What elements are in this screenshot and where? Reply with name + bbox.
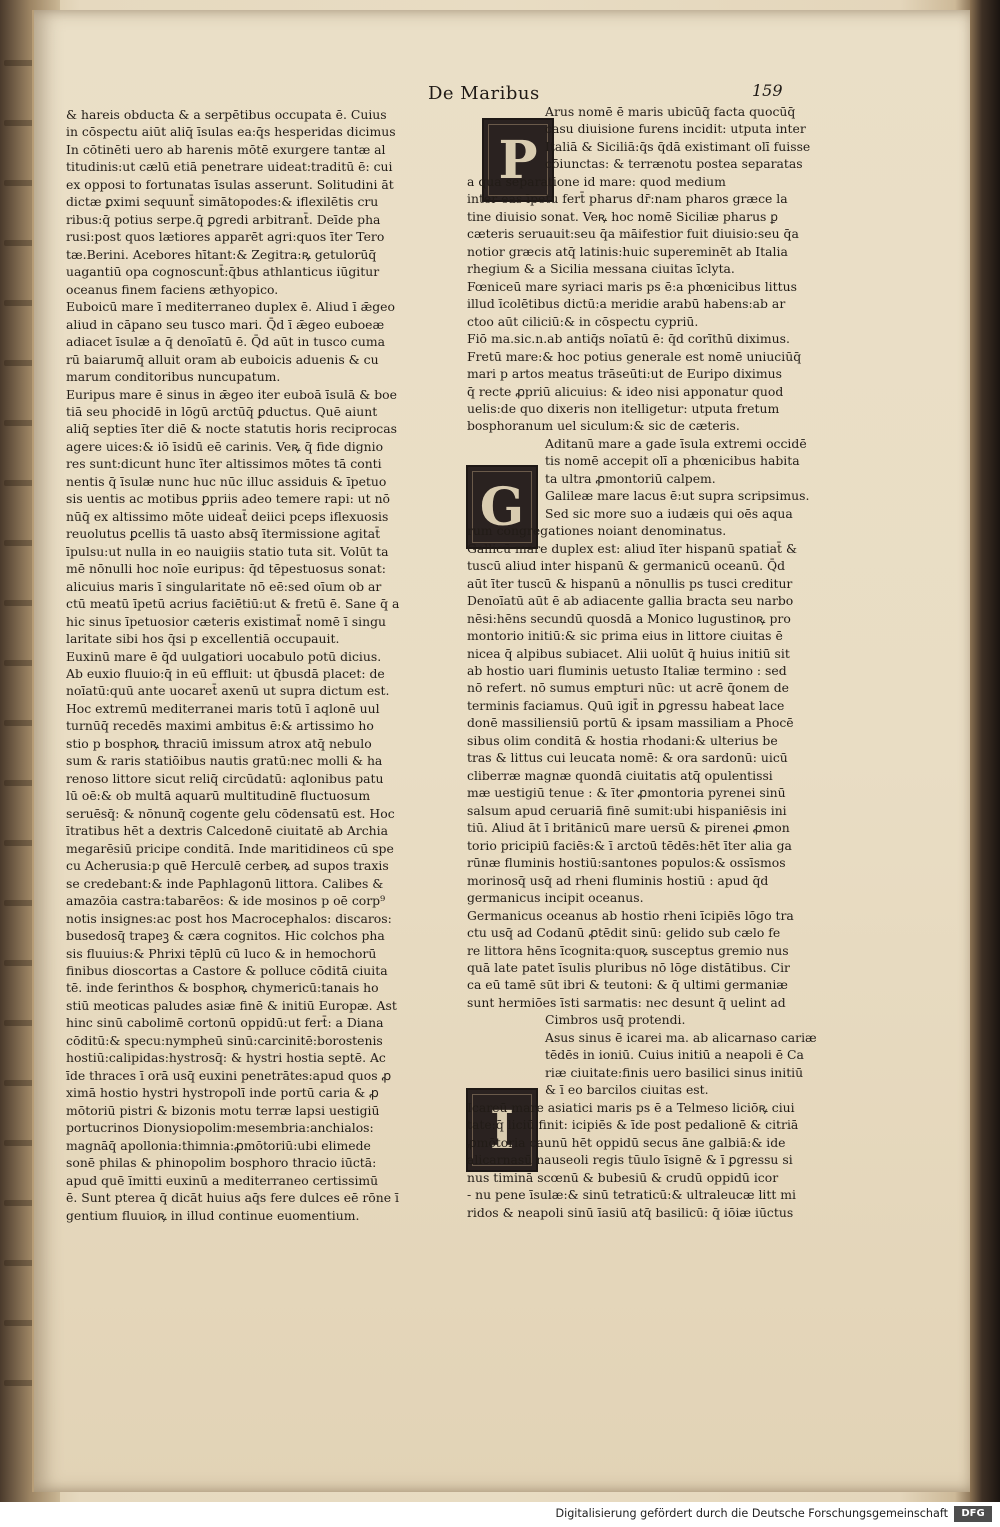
text-line: tēdēs in ioniū. Cuius initiū a neapoli ē Ca [545,1047,804,1063]
text-line: notior græcis atq̄ latinis:huic supereminēt ab Italia [467,243,788,259]
decorated-initial: P [482,118,554,202]
text-line: hinc sinū cabolimē cortonū oppidū:ut fert̄: a Diana [66,1015,384,1031]
text-line: Fretū mare:& hoc potius generale est nomē uniuciūq̄ [467,348,802,364]
dfg-logo: DFG [954,1506,992,1522]
text-line: tiū. Aliud āt ī britānicū mare uersū & pirenei ꝓmon [467,820,790,836]
text-line: Denoīatū aūt ē ab adiacente gallia bracta seu narbo [467,593,794,609]
text-line: casu diuisione furens incidit: utputa inter [545,121,806,137]
text-line: tuscū aliud inter hispanū & germanicū oceanū. Q̄d [467,558,786,574]
text-line: Arus nomē ē maris ubicūq̄ facta quocūq̄ [545,104,796,119]
text-line: cu Acherusia:p quē Herculē cerbeꝶ ad supos traxis [66,858,389,874]
text-line: Gallicū mare duplex est: aliud īter hispanū spatiat̄ & [467,540,797,556]
text-line: hic sinus īpetuosior cæteris existimat̄ nomē ī singu [66,613,386,629]
right-text-column [467,103,849,1221]
text-line: illud īcolētibus dictū:a meridie arabū habens:ab ar [467,296,786,312]
text-line: - nu pene īsulæ:& sinū tetraticū:& ultraleucæ litt mi [467,1187,796,1203]
text-line: ab hostio uari fluminis uetusto Italiæ termino : sed [467,663,787,678]
text-line: tate:q̄ liciū finit: icipiēs & īde post pedalionē & citriā [467,1117,799,1133]
decorated-initial: G [466,465,538,549]
text-line: sunt hermiōes īsti sarmatis: nec desunt q̄ uelint ad [467,994,786,1010]
text-line: nēsi:hēns secundū quosdā a Monico lugustinoꝶ pro [467,610,791,626]
text-line: mæ uestigiū tenue : & īter ꝓmontoria pyrenei sinū [467,785,786,801]
text-line: quā late patet īsulis pluribus nō lōge distātibus. Cir [467,959,790,975]
text-line: renoso littore sicut reliq̄ circūdatū: aqlonibus patu [66,770,384,786]
text-line: portucrinos Dionysiopolim:mesembria:anchialos: [66,1120,374,1136]
text-line: re littora hēns īcognita:quoꝶ susceptus gremio nus [467,942,789,958]
text-line: alicarnasū nauseoli regis tūulo īsignē & ī ꝑgressu si [467,1152,793,1168]
text-line: marum conditoribus nuncupatum. [66,369,281,385]
text-line: Ab euxio fluuio:q̄ in eū effluit: ut q̄busdā placet: de [66,666,385,681]
text-line: sum & raris statiōibus nautis gratū:nec molli & ha [66,753,383,769]
footer-bar [0,1502,1000,1527]
text-line: aliud in cāpano seu tusco mari. Q̄d ī ǣgeo euboeæ [66,316,385,332]
text-line: oceanus finem faciens æthyopico. [66,281,279,297]
text-line: tras & littus cui leucata nomē: & ora sardonū: uicū [467,750,788,766]
text-line: morinosq̄ usq̄ ad rheni fluminis hostiū : apud q̄d [467,872,769,888]
text-line: cōiunctas: & terrænotu postea separatas [545,156,803,172]
text-line: Aditanū mare a gade īsula extremi occidē [545,435,807,451]
text-line: salsum apud ceruariā finē sumit:ubi hispaniēsis ini [467,802,787,818]
text-line: Euxinū mare ē q̄d uulgatiori uocabulo potū dicius. [66,648,382,664]
text-line: in cōspectu aiūt aliq̄ īsulas ea:q̄s hesperidas dicimus [66,124,396,140]
page-number: 159 [752,81,783,100]
text-line: nūq̄ ex altissimo mōte uideat̄ deiici pceps iflexuosis [66,508,389,524]
text-line: ta ultra ꝓmontoriū calpem. [545,470,716,486]
text-line: inter eas īpetu fert̄ pharus dr̄:nam pharos græce la [467,191,788,207]
text-line: rū baiarumq̄ alluit oram ab euboicis aduenis & cu [66,351,379,367]
text-line: gentium fluuioꝶ in illud continue euomentium. [66,1207,360,1223]
text-line: ctu usq̄ ad Codanū ꝓtēdit sinū: gelido sub cælo fe [467,925,781,941]
text-line: rhegium & a Sicilia messana ciuitas īclyta. [467,261,735,277]
text-line: ꝓmōtoria caunū hēt oppidū secus āne galbiā:& ide [467,1134,786,1150]
text-line: apud quē īmitti euxinū a mediterraneo certissimū [66,1172,379,1188]
text-line: ex opposi to fortunatas īsulas asserunt. Solitudini āt [66,176,394,192]
text-line: sibus olim conditā & hostia rhodani:& ulterius be [467,732,778,748]
text-line: cōditū:& specu:nympheū sinū:carcinitē:borostenis [66,1032,383,1048]
text-line: dictæ ꝑximi sequunt̄ simātopodes:& iflexilētis cru [66,194,379,210]
text-line: Euboicū mare ī mediterraneo duplex ē. Aliud ī ǣgeo [66,299,395,315]
text-line: se credebant:& inde Paphlagonū littora. Calibes & [66,875,384,891]
text-line: tis nomē accepit olī a phœnicibus habita [545,453,800,469]
text-line: ē. Sunt pterea q̄ dicāt huius aq̄s fere dulces eē rōne ī [66,1190,399,1206]
text-line: nus timinā scœnū & bubesiū & crudū oppidū icor [467,1169,779,1185]
text-line: mari p artos meatus trāseūti:ut de Euripo diximus [467,366,782,382]
text-line: sis fluuius:& Phrixi tēplū cū luco & in hemochorū [66,945,377,961]
text-line: īde thraces ī orā usq̄ euxini penetrātes:apud quos ꝓ [66,1067,392,1083]
text-line: sonē philas & phinopolim bosphoro thracio iūctā: [66,1155,377,1171]
text-line: sis uentis ac motibus ꝑpriis adeo temere rapi: ut nō [66,491,391,507]
text-line: mōtoriū pistri & bizonis motu terræ lapsi uestigiū [66,1102,380,1118]
text-line: hostiū:calipidas:hystrosq̄: & hystri hostia septē. Ac [66,1050,386,1066]
text-line: notis insignes:ac post hos Macrocephalos: discaros: [66,910,392,926]
text-line: ītratibus hēt a dextris Calcedonē ciuitatē ab Archia [66,823,388,839]
text-line: nō refert. nō sumus empturi nūc: ut acrē q̄onem de [467,680,789,696]
text-line: tæ.Berini. Acebores hītant:& Zegitra:ꝶ getulorūq̄ [66,246,377,262]
text-line: Italiā & Siciliā:q̄s q̄dā existimant olī fuisse [545,138,811,154]
left-text-column [66,106,460,1224]
text-line: turnūq̄ recedēs maximi ambitus ē:& artissimo ho [66,718,374,734]
text-line: & ī eo barcilos ciuitas est. [545,1082,709,1098]
text-line: ctoo aūt ciliciū:& in cōspectu cypriū. [467,313,699,329]
text-line: Fœniceū mare syriaci maris ps ē:a phœnicibus littus [467,278,797,294]
text-line: ximā hostio hystri hystropolī inde portū caria & ꝓ [66,1085,379,1101]
text-line: noīatū:quū ante uocaret̄ axenū ut supra dictum est. [66,683,390,699]
text-line: Galileæ mare lacus ē:ut supra scripsimus. [545,488,810,504]
text-line: adiacet īsulæ a q̄ denoīatū ē. Q̄d aūt in tusco cuma [66,334,385,350]
text-line: uelis:de quo dixeris non itelligetur: utputa fretum [467,400,780,416]
text-line: rusi:post quos lætiores apparēt agri:quos īter Tero [66,229,385,245]
text-line: Icareū mare asiatici maris ps ē a Telmeso liciōꝶ ciui [467,1099,795,1115]
page-edge-right [970,0,1000,1502]
text-line: germanicus incipit oceanus. [467,890,644,906]
text-line: nentis q̄ īsulæ nunc huc nūc illuc assiduis & īpetuo [66,473,387,489]
text-line: Hoc extremū mediterranei maris totū ī aqlonē uul [66,700,380,716]
text-line: & hareis obducta & a serpētibus occupata ē. Cuius [66,107,387,122]
text-line: cliberræ magnæ quondā ciuitatis atq̄ opulentissi [467,767,773,783]
decorated-initial: I [466,1088,538,1172]
text-line: Sed sic more suo a iudæis qui oēs aqua [545,505,793,521]
text-line: agere uices:& iō īsidū eē carinis. Veꝶ q̄ fide dignio [66,438,384,454]
funding-credit: Digitalisierung gefördert durch die Deutsche Forschungsgemeinschaft [555,1507,948,1520]
text-line: rum congregationes noiant denominatus. [467,523,727,539]
text-line: cæteris seruauit:seu q̄a māifestior fuit diuisio:seu q̄a [467,226,799,242]
text-line: terminis faciamus. Quū igit̄ in ꝑgressu habeat lace [467,697,785,713]
text-line: magnāq̄ apollonia:thimnia:ꝓmōtoriū:ubi elimede [66,1137,371,1153]
text-line: torio pricipiū faciēs:& ī arctoū tēdēs:hēt īter alia ga [467,837,792,853]
text-line: rūnæ fluminis hostiū:santones populos:& ossīsmos [467,855,786,871]
text-line: donē massiliensiū portū & ipsam massiliam a Phocē [467,715,794,731]
text-line: riæ ciuitate:finis uero basilici sinus initiū [545,1064,804,1080]
text-line: alicuius maris ī singularitate nō eē:sed oīum ob ar [66,578,382,594]
text-line: aliq̄ septies īter diē & nocte statutis horis reciprocas [66,421,397,437]
text-line: tine diuisio sonat. Veꝶ hoc nomē Siciliæ pharus ꝑ [467,208,778,224]
text-line: Euripus mare ē sinus in ǣgeo iter euboā īsulā & boe [66,386,397,402]
text-line: īpulsu:ut nulla in eo nauigiis statio tuta sit. Volūt ta [66,543,389,559]
text-line: busedosq̄ trapeꝫ & cæra cognitos. Hic colchos pha [66,928,385,944]
text-line: stio p bosphoꝶ thraciū imissum atrox atq̄ nebulo [66,735,372,751]
text-line: ca eū tamē sūt ibri & teutoni: & q̄ ultimi germaniæ [467,977,788,993]
text-line: lū oē:& ob multā aquarū multitudinē fluctuosum [66,788,371,804]
text-line: ridos & neapoli sinū īasiū atq̄ basilicū: q̄ iōiæ iūctus [467,1204,794,1220]
text-line: aūt īter tuscū & hispanū a nōnullis ps tusci creditur [467,575,793,591]
text-line: In cōtinēti uero ab harenis mōtē exurgere tantæ al [66,141,386,157]
text-line: q̄ recte ꝓpriū alicuius: & ideo nisi apponatur quod [467,383,784,399]
text-line: uagantiū opa cognoscunt̄:q̄bus athlanticus iūgitur [66,264,380,280]
text-line: seruēsq̄: & nōnunq̄ cogente gelu cōdensatū est. Hoc [66,805,395,821]
text-line: mē nōnulli hoc noīe euripus: q̄d tēpestuosus sonat: [66,561,386,577]
text-line: ribus:q̄ potius serpe.q̄ ꝑgredi arbitrant̄. Deīde pha [66,211,381,227]
text-line: Cimbros usq̄ protendi. [545,1012,686,1028]
text-line: res sunt:dicunt hunc īter altissimos mōtes tā conti [66,456,382,472]
text-line: montorio initiū:& sic prima eius in littore ciuitas ē [467,628,783,644]
text-line: ctū meatū īpetū acrius faciētiū:ut & fretū ē. Sane q̄ a [66,596,400,612]
text-line: tē. inde ferinthos & bosphoꝶ chymericū:tanais ho [66,980,379,996]
text-line: Asus sinus ē icarei ma. ab alicarnaso cariæ [545,1029,817,1045]
text-line: megarēsiū pricipe conditā. Inde maritidineos cū spe [66,840,394,856]
text-line: amazōia castra:tabarēos: & ide mosinos p oē corp⁹ [66,893,386,909]
text-line: titudinis:ut cælū etiā penetrare uideat:traditū ē: cui [66,159,393,175]
text-line: tiā seu phocidē in lōgū arctūq̄ ꝑductus. Quē aiunt [66,403,378,419]
text-line: bosphoranum uel siculum:& sic de cæteris. [467,418,740,434]
text-line: Fiō ma.sic.n.ab antiq̄s noīatū ē: q̄d corīthū diximus. [467,331,790,347]
text-line: a qua separatione id mare: quod medium [467,173,726,189]
text-line: reuolutus ꝑcellis tā uasto absq̄ ītermissione agitat̄ [66,526,381,542]
text-line: laritate sibi hos q̄si p excellentiā occupauit. [66,631,340,647]
text-line: nicea q̄ alpibus subiacet. Alii uolūt q̄ huius initiū sit [467,645,790,661]
text-line: finibus dioscortas a Castore & polluce cōditā ciuita [66,962,388,978]
text-line: Germanicus oceanus ab hostio rheni īcipiēs lōgo tra [467,907,794,923]
running-title: De Maribus [428,83,540,104]
text-line: stiū meoticas paludes asiæ finē & initiū Europæ. Ast [66,997,397,1013]
